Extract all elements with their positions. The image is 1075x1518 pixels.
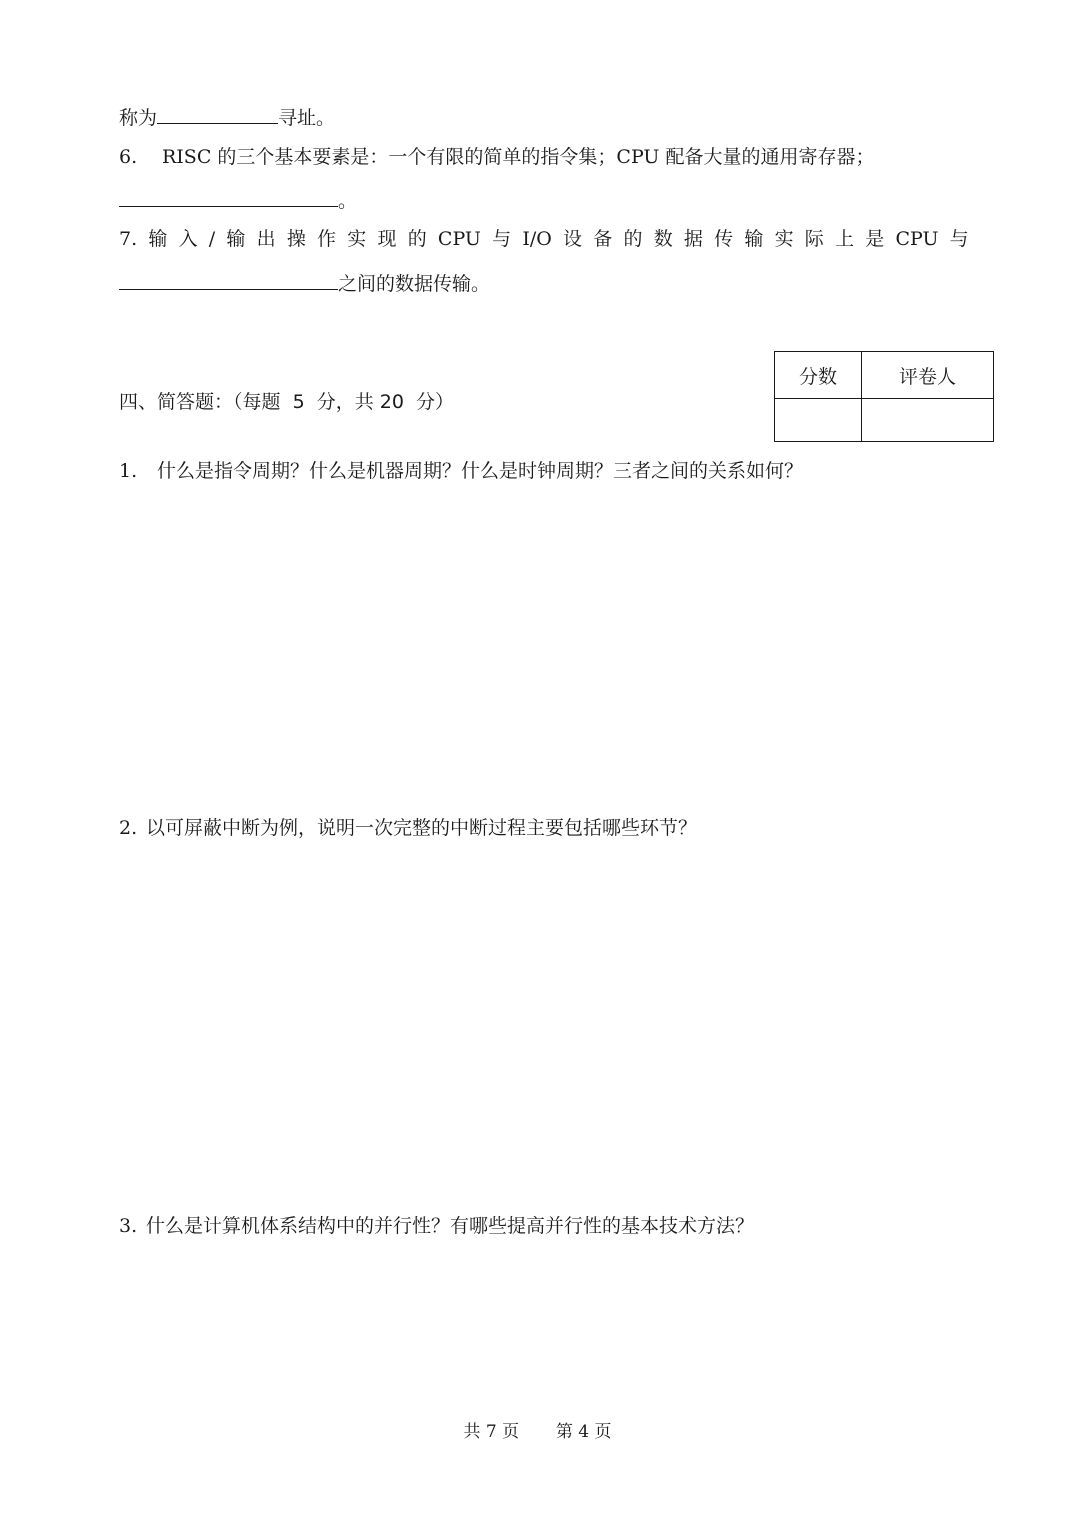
q7-word: 是 xyxy=(865,228,885,250)
sa-question-2-number: 2. xyxy=(119,817,138,839)
sa-question-2-text: 以可屏蔽中断为例，说明一次完整的中断过程主要包括哪些环节？ xyxy=(146,817,698,839)
sa-question-1-text: 什么是指令周期？什么是机器周期？什么是时钟周期？三者之间的关系如何？ xyxy=(157,460,804,482)
q7-word: 操 xyxy=(286,228,306,250)
sa-question-3-text: 什么是计算机体系结构中的并行性？有哪些提高并行性的基本技术方法？ xyxy=(146,1215,755,1237)
q7-word: 实 xyxy=(347,228,367,250)
q7-word: CPU xyxy=(437,228,481,250)
q7-word: 设 xyxy=(563,228,583,250)
q5-tail-after: 寻址。 xyxy=(278,107,336,129)
page-footer xyxy=(0,1420,1075,1444)
q7-word: 与 xyxy=(492,228,512,250)
q7-word: 传 xyxy=(714,228,734,250)
q7-word: 实 xyxy=(774,228,794,250)
q5-tail-line xyxy=(119,103,335,130)
q7-answer-line xyxy=(119,269,490,296)
q7-word: 备 xyxy=(593,228,613,250)
q7-word: 现 xyxy=(377,228,397,250)
q6-tail: 。 xyxy=(338,190,358,212)
q7-word: 的 xyxy=(623,228,643,250)
q7-word: I/O xyxy=(522,228,552,250)
sa-question-2-answer-area[interactable] xyxy=(119,848,979,1188)
q7-word: 际 xyxy=(804,228,824,250)
q7-word: 上 xyxy=(835,228,855,250)
q7-word: / xyxy=(208,228,216,250)
q6-answer-line xyxy=(119,186,357,213)
q7-word: 7. xyxy=(119,228,138,250)
sa-question-1 xyxy=(119,459,803,483)
q7-word: 输 xyxy=(226,228,246,250)
q7-answer-blank[interactable] xyxy=(119,269,338,290)
sa-question-3-number: 3. xyxy=(119,1215,138,1237)
q7-word: 输 xyxy=(744,228,764,250)
q7-word: 与 xyxy=(949,228,969,250)
score-header: 分数 xyxy=(775,352,862,399)
q6-answer-blank[interactable] xyxy=(119,186,338,207)
grader-cell[interactable] xyxy=(862,399,994,442)
score-table-entry-row xyxy=(775,399,994,442)
sa-question-3-answer-area[interactable] xyxy=(119,1246,979,1406)
q6-number: 6. xyxy=(119,146,138,168)
q7-word: 输 xyxy=(148,228,168,250)
q7-word: 入 xyxy=(178,228,198,250)
grader-header: 评卷人 xyxy=(862,352,994,399)
q5-answer-blank[interactable] xyxy=(157,103,278,124)
q7-line xyxy=(119,227,969,251)
section-4-title: 四、简答题：（每题 5 分，共 20 分） xyxy=(119,391,455,413)
sa-question-3 xyxy=(119,1214,754,1238)
sa-question-1-number: 1. xyxy=(119,460,138,482)
q7-word: 出 xyxy=(256,228,276,250)
q5-tail-before: 称为 xyxy=(119,107,158,129)
score-table xyxy=(774,351,994,442)
q7-tail: 之间的数据传输。 xyxy=(338,273,491,295)
total-pages: 共 7 页 xyxy=(463,1422,520,1442)
sa-question-1-answer-area[interactable] xyxy=(119,490,979,790)
score-cell[interactable] xyxy=(775,399,862,442)
q7-word: 的 xyxy=(407,228,427,250)
q7-word: 作 xyxy=(317,228,337,250)
score-table-header-row xyxy=(775,352,994,399)
q7-word: CPU xyxy=(895,228,939,250)
q7-word: 据 xyxy=(683,228,703,250)
current-page: 第 4 页 xyxy=(555,1422,612,1442)
q7-word: 数 xyxy=(653,228,673,250)
q6-text: RISC 的三个基本要素是：一个有限的简单的指令集；CPU 配备大量的通用寄存器； xyxy=(162,146,875,168)
q6-line xyxy=(119,145,874,169)
sa-question-2 xyxy=(119,816,697,840)
